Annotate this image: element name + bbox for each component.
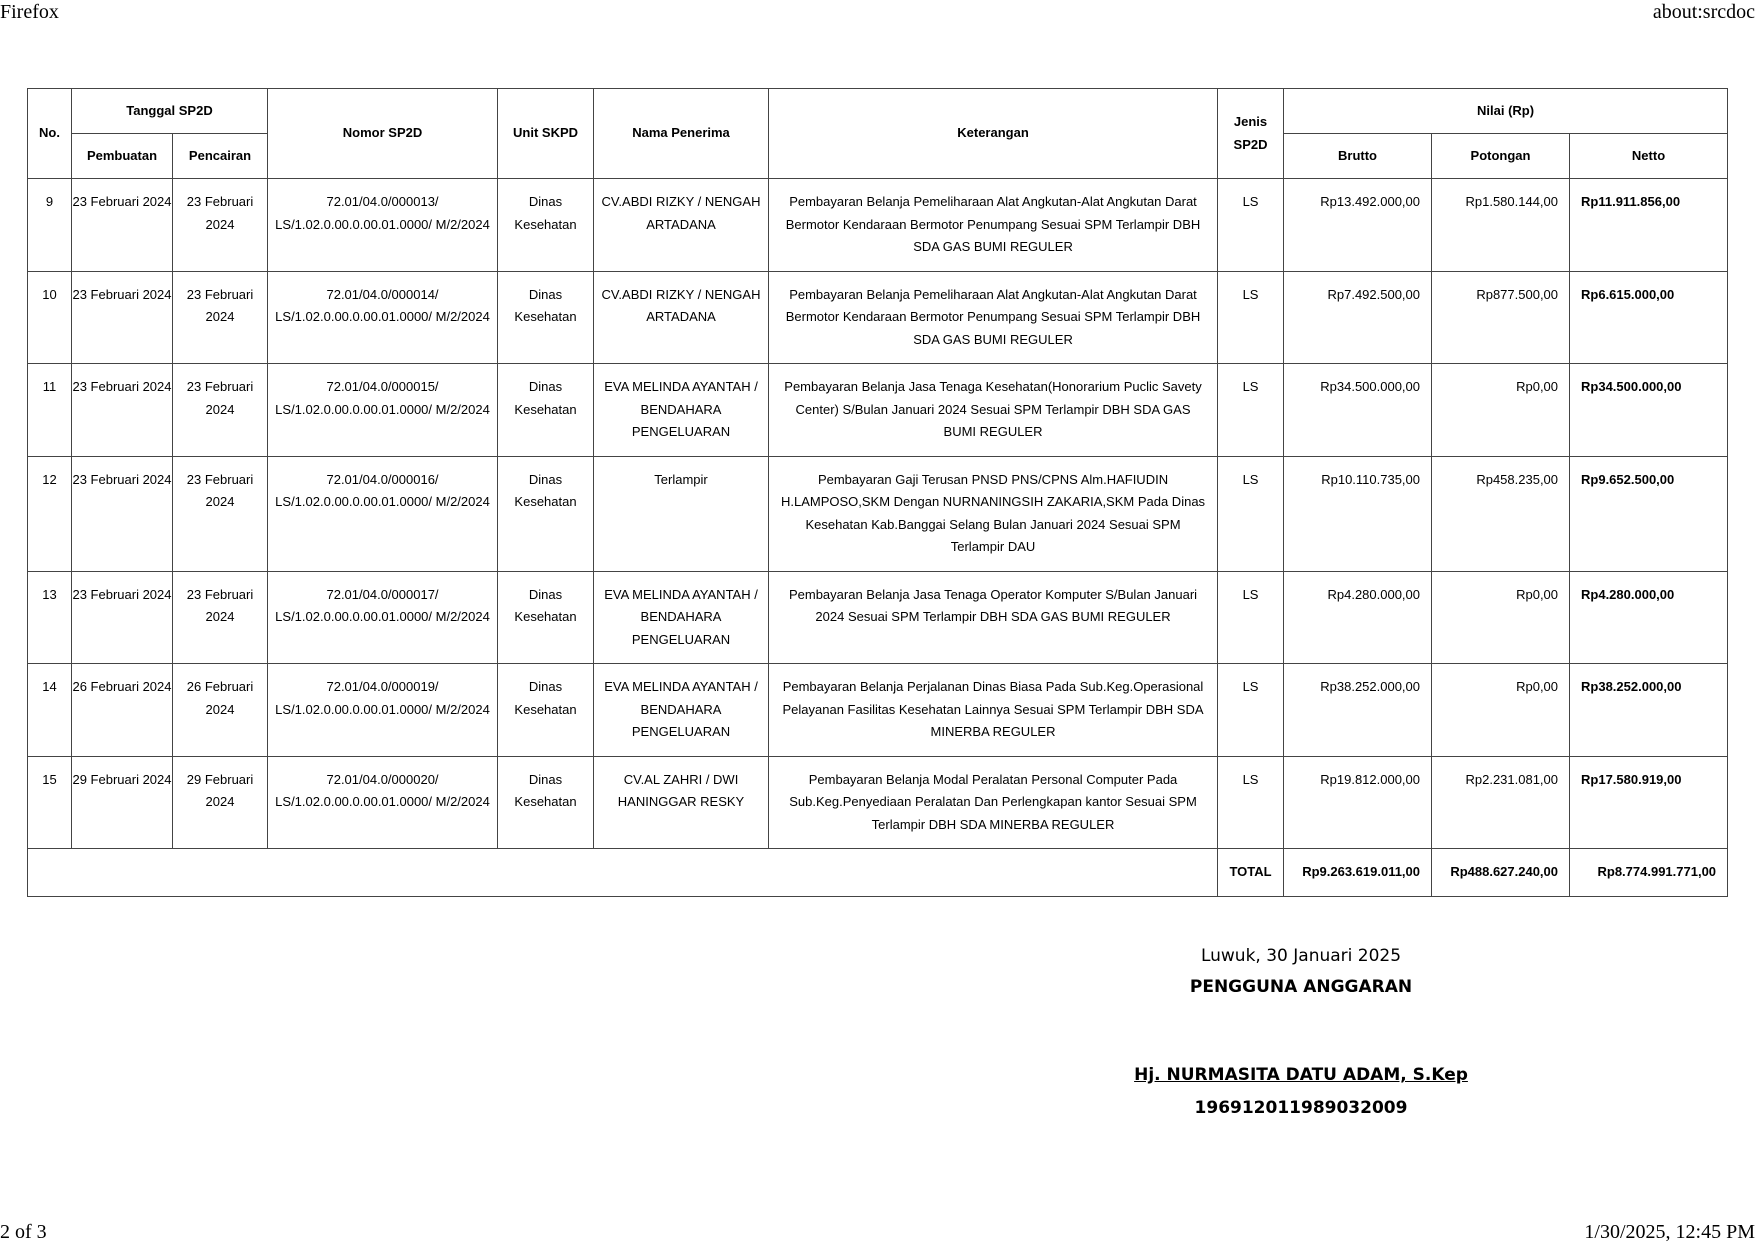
cell-no: 14	[28, 664, 72, 757]
header-no: No.	[28, 89, 72, 179]
cell-potongan: Rp877.500,00	[1432, 271, 1570, 364]
cell-netto: Rp11.911.856,00	[1570, 179, 1728, 272]
header-brutto: Brutto	[1284, 134, 1432, 179]
cell-brutto: Rp7.492.500,00	[1284, 271, 1432, 364]
browser-app-name: Firefox	[0, 1, 59, 23]
table-row	[28, 664, 1728, 757]
table-row	[28, 756, 1728, 849]
signature-role: PENGGUNA ANGGARAN	[1189, 977, 1413, 997]
cell-keterangan: Pembayaran Belanja Modal Peralatan Personal Computer Pada Sub.Keg.Penyediaan Peralatan Dan Perlengkapan kantor Sesuai SPM Terlampir DBH SDA MINERBA REGULER	[769, 756, 1218, 849]
cell-nama-penerima: EVA MELINDA AYANTAH / BENDAHARA PENGELUARAN	[594, 364, 769, 457]
header-tanggal-sp2d: Tanggal SP2D	[72, 89, 268, 134]
header-pencairan: Pencairan	[173, 134, 268, 179]
cell-jenis-sp2d: LS	[1218, 179, 1284, 272]
cell-unit-skpd: Dinas Kesehatan	[498, 664, 594, 757]
header-unit-skpd: Unit SKPD	[498, 89, 594, 179]
page-indicator: 2 of 3	[0, 1221, 47, 1243]
cell-nama-penerima: CV.ABDI RIZKY / NENGAH ARTADANA	[594, 179, 769, 272]
cell-brutto: Rp34.500.000,00	[1284, 364, 1432, 457]
cell-netto: Rp38.252.000,00	[1570, 664, 1728, 757]
signature-name: Hj. NURMASITA DATU ADAM, S.Kep	[1134, 1065, 1468, 1085]
cell-jenis-sp2d: LS	[1218, 571, 1284, 664]
cell-no: 12	[28, 456, 72, 571]
cell-nama-penerima: CV.AL ZAHRI / DWI HANINGGAR RESKY	[594, 756, 769, 849]
cell-potongan: Rp0,00	[1432, 571, 1570, 664]
cell-keterangan: Pembayaran Belanja Pemeliharaan Alat Angkutan-Alat Angkutan Darat Bermotor Kendaraan Bermotor Penumpang Sesuai SPM Terlampir DBH SDA GAS BUMI REGULER	[769, 179, 1218, 272]
table-row	[28, 456, 1728, 571]
table-row	[28, 179, 1728, 272]
signature-nip: 196912011989032009	[1194, 1098, 1408, 1118]
cell-keterangan: Pembayaran Belanja Perjalanan Dinas Biasa Pada Sub.Keg.Operasional Pelayanan Fasilitas Kesehatan Lainnya Sesuai SPM Terlampir DBH SDA MINERBA REGULER	[769, 664, 1218, 757]
cell-unit-skpd: Dinas Kesehatan	[498, 179, 594, 272]
total-netto: Rp8.774.991.771,00	[1570, 849, 1728, 897]
cell-brutto: Rp10.110.735,00	[1284, 456, 1432, 571]
total-spacer	[28, 849, 1218, 897]
header-keterangan: Keterangan	[769, 89, 1218, 179]
total-potongan: Rp488.627.240,00	[1432, 849, 1570, 897]
cell-netto: Rp17.580.919,00	[1570, 756, 1728, 849]
cell-pencairan: 26 Februari 2024	[173, 664, 268, 757]
cell-keterangan: Pembayaran Belanja Jasa Tenaga Kesehatan(Honorarium Puclic Savety Center) S/Bulan Januari 2024 Sesuai SPM Terlampir DBH SDA GAS BUMI REGULER	[769, 364, 1218, 457]
cell-brutto: Rp4.280.000,00	[1284, 571, 1432, 664]
cell-keterangan: Pembayaran Belanja Pemeliharaan Alat Angkutan-Alat Angkutan Darat Bermotor Kendaraan Bermotor Penumpang Sesuai SPM Terlampir DBH SDA GAS BUMI REGULER	[769, 271, 1218, 364]
cell-unit-skpd: Dinas Kesehatan	[498, 756, 594, 849]
cell-unit-skpd: Dinas Kesehatan	[498, 364, 594, 457]
cell-pencairan: 23 Februari 2024	[173, 179, 268, 272]
cell-unit-skpd: Dinas Kesehatan	[498, 271, 594, 364]
signature-place-date: Luwuk, 30 Januari 2025	[1200, 946, 1402, 966]
cell-keterangan: Pembayaran Belanja Jasa Tenaga Operator Komputer S/Bulan Januari 2024 Sesuai SPM Terlampir DBH SDA GAS BUMI REGULER	[769, 571, 1218, 664]
cell-netto: Rp6.615.000,00	[1570, 271, 1728, 364]
cell-no: 13	[28, 571, 72, 664]
total-row	[28, 849, 1728, 897]
cell-pencairan: 29 Februari 2024	[173, 756, 268, 849]
cell-pembuatan: 26 Februari 2024	[72, 664, 173, 757]
cell-nama-penerima: EVA MELINDA AYANTAH / BENDAHARA PENGELUARAN	[594, 571, 769, 664]
cell-potongan: Rp2.231.081,00	[1432, 756, 1570, 849]
cell-jenis-sp2d: LS	[1218, 664, 1284, 757]
cell-nama-penerima: CV.ABDI RIZKY / NENGAH ARTADANA	[594, 271, 769, 364]
cell-jenis-sp2d: LS	[1218, 271, 1284, 364]
cell-potongan: Rp458.235,00	[1432, 456, 1570, 571]
cell-nomor-sp2d: 72.01/04.0/000017/ LS/1.02.0.00.0.00.01.0000/ M/2/2024	[268, 571, 498, 664]
cell-no: 11	[28, 364, 72, 457]
cell-nomor-sp2d: 72.01/04.0/000013/ LS/1.02.0.00.0.00.01.0000/ M/2/2024	[268, 179, 498, 272]
cell-unit-skpd: Dinas Kesehatan	[498, 456, 594, 571]
header-potongan: Potongan	[1432, 134, 1570, 179]
header-netto: Netto	[1570, 134, 1728, 179]
cell-nama-penerima: Terlampir	[594, 456, 769, 571]
cell-pencairan: 23 Februari 2024	[173, 456, 268, 571]
cell-keterangan: Pembayaran Gaji Terusan PNSD PNS/CPNS Alm.HAFIUDIN H.LAMPOSO,SKM Dengan NURNANINGSIH ZAKARIA,SKM Pada Dinas Kesehatan Kab.Banggai Selang Bulan Januari 2024 Sesuai SPM Terlampir DAU	[769, 456, 1218, 571]
cell-nomor-sp2d: 72.01/04.0/000019/ LS/1.02.0.00.0.00.01.0000/ M/2/2024	[268, 664, 498, 757]
cell-netto: Rp4.280.000,00	[1570, 571, 1728, 664]
cell-netto: Rp34.500.000,00	[1570, 364, 1728, 457]
cell-pencairan: 23 Februari 2024	[173, 271, 268, 364]
cell-pembuatan: 29 Februari 2024	[72, 756, 173, 849]
table-row	[28, 271, 1728, 364]
table-header	[28, 89, 1728, 179]
cell-nama-penerima: EVA MELINDA AYANTAH / BENDAHARA PENGELUARAN	[594, 664, 769, 757]
cell-brutto: Rp19.812.000,00	[1284, 756, 1432, 849]
cell-pencairan: 23 Februari 2024	[173, 364, 268, 457]
cell-pencairan: 23 Februari 2024	[173, 571, 268, 664]
sp2d-table	[27, 88, 1728, 897]
browser-url: about:srcdoc	[1652, 1, 1755, 23]
cell-nomor-sp2d: 72.01/04.0/000015/ LS/1.02.0.00.0.00.01.0000/ M/2/2024	[268, 364, 498, 457]
cell-potongan: Rp0,00	[1432, 664, 1570, 757]
table-row	[28, 571, 1728, 664]
header-nilai: Nilai (Rp)	[1284, 89, 1728, 134]
cell-pembuatan: 23 Februari 2024	[72, 571, 173, 664]
cell-no: 10	[28, 271, 72, 364]
cell-pembuatan: 23 Februari 2024	[72, 364, 173, 457]
total-brutto: Rp9.263.619.011,00	[1284, 849, 1432, 897]
cell-jenis-sp2d: LS	[1218, 456, 1284, 571]
table-row	[28, 364, 1728, 457]
cell-jenis-sp2d: LS	[1218, 756, 1284, 849]
table-body	[28, 179, 1728, 897]
cell-potongan: Rp0,00	[1432, 364, 1570, 457]
cell-pembuatan: 23 Februari 2024	[72, 179, 173, 272]
cell-nomor-sp2d: 72.01/04.0/000020/ LS/1.02.0.00.0.00.01.0000/ M/2/2024	[268, 756, 498, 849]
cell-brutto: Rp38.252.000,00	[1284, 664, 1432, 757]
print-datetime: 1/30/2025, 12:45 PM	[1584, 1221, 1755, 1243]
cell-no: 15	[28, 756, 72, 849]
cell-nomor-sp2d: 72.01/04.0/000016/ LS/1.02.0.00.0.00.01.0000/ M/2/2024	[268, 456, 498, 571]
cell-pembuatan: 23 Februari 2024	[72, 456, 173, 571]
cell-no: 9	[28, 179, 72, 272]
cell-potongan: Rp1.580.144,00	[1432, 179, 1570, 272]
total-label: TOTAL	[1218, 849, 1284, 897]
cell-unit-skpd: Dinas Kesehatan	[498, 571, 594, 664]
header-nomor-sp2d: Nomor SP2D	[268, 89, 498, 179]
signature-block	[1080, 942, 1522, 1122]
cell-brutto: Rp13.492.000,00	[1284, 179, 1432, 272]
header-pembuatan: Pembuatan	[72, 134, 173, 179]
header-jenis-sp2d: Jenis SP2D	[1218, 89, 1284, 179]
cell-pembuatan: 23 Februari 2024	[72, 271, 173, 364]
cell-jenis-sp2d: LS	[1218, 364, 1284, 457]
header-nama-penerima: Nama Penerima	[594, 89, 769, 179]
cell-netto: Rp9.652.500,00	[1570, 456, 1728, 571]
cell-nomor-sp2d: 72.01/04.0/000014/ LS/1.02.0.00.0.00.01.0000/ M/2/2024	[268, 271, 498, 364]
